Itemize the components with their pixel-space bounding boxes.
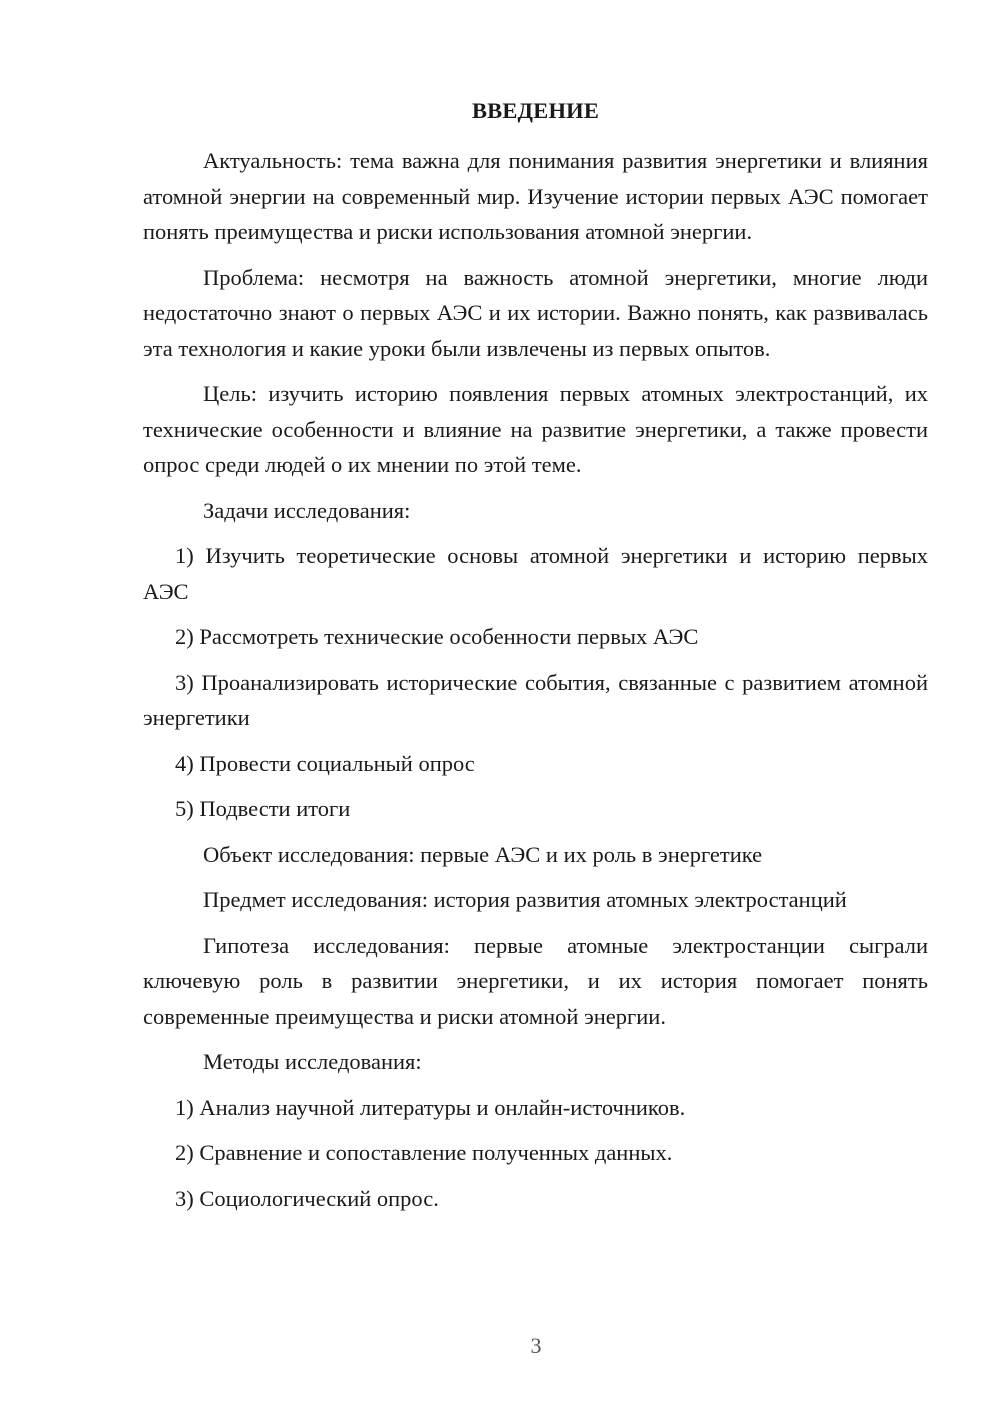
- subject-paragraph: Предмет исследования: история развития атомных электростанций: [203, 887, 847, 912]
- methods-heading: Методы исследования:: [203, 1049, 422, 1074]
- method-item-3: 3) Социологический опрос.: [175, 1185, 439, 1211]
- object-paragraph: Объект исследования: первые АЭС и их роль в энергетике: [203, 841, 763, 867]
- section-title: ВВЕДЕНИЕ: [471, 98, 600, 123]
- document-page: [143, 96, 928, 1226]
- task-item-5: 5) Подвести итоги: [175, 796, 351, 821]
- task-item-3: 3) Проанализировать исторические события, связанные с развитием атомной энергетики: [143, 669, 928, 730]
- tasks-heading: Задачи исследования:: [203, 497, 411, 523]
- goal-paragraph: Цель: изучить историю появления первых атомных электростанций, их технические особенности и влияние на развитие энергетики, а также провести опрос среди людей о их мнении по этой теме.: [143, 381, 928, 477]
- relevance-paragraph: Актуальность: тема важна для понимания развития энергетики и влияния атомной энергии на современный мир. Изучение истории первых АЭС помогает понять преимущества и риски использования атомной энергии.: [143, 148, 928, 244]
- task-item-2: 2) Рассмотреть технические особенности первых АЭС: [175, 624, 699, 649]
- task-item-4: 4) Провести социальный опрос: [175, 750, 475, 776]
- problem-paragraph: Проблема: несмотря на важность атомной энергетики, многие люди недостаточно знают о первых АЭС и их истории. Важно понять, как развивалась эта технология и какие уроки были извлечены из первых опытов.: [143, 264, 928, 361]
- page-number: 3: [530, 1333, 542, 1358]
- task-item-1: 1) Изучить теоретические основы атомной энергетики и историю первых АЭС: [143, 543, 928, 604]
- hypothesis-paragraph: Гипотеза исследования: первые атомные электростанции сыграли ключевую роль в развитии энергетики, и их история помогает понять современные преимущества и риски атомной энергии.: [143, 932, 928, 1029]
- method-item-2: 2) Сравнение и сопоставление полученных данных.: [175, 1140, 673, 1165]
- method-item-1: 1) Анализ научной литературы и онлайн-источников.: [175, 1094, 686, 1120]
